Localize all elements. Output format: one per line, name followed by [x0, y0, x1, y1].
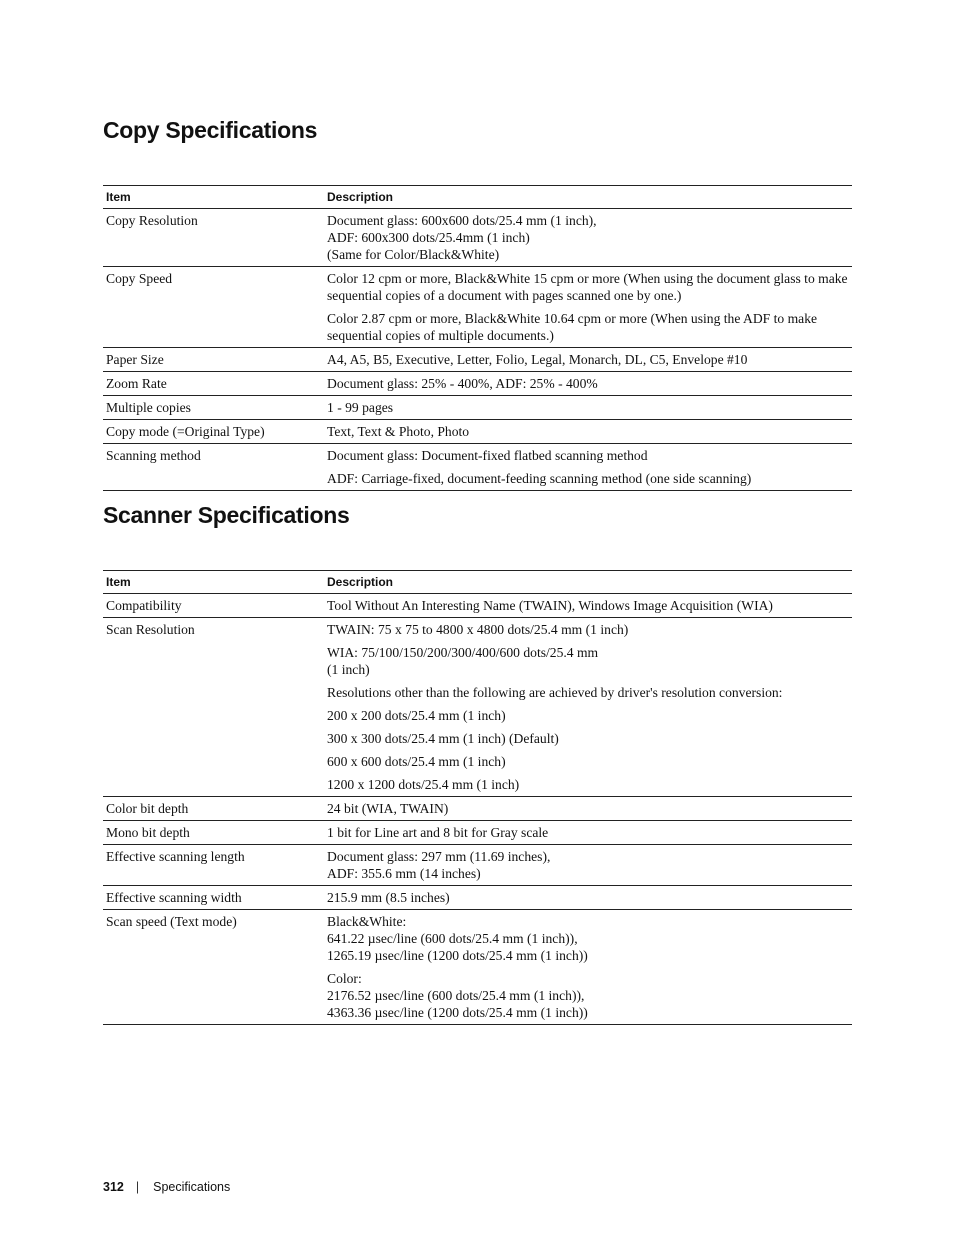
table-row — [103, 797, 852, 821]
description-column-header: Description — [324, 186, 852, 209]
description-paragraph: Document glass: 297 mm (11.69 inches), ADF: 355.6 mm (14 inches) — [327, 849, 551, 881]
table-row — [103, 420, 852, 444]
row-item-label: Zoom Rate — [103, 372, 324, 396]
scanner-table-body — [103, 594, 852, 1025]
description-paragraph: 1 bit for Line art and 8 bit for Gray scale — [327, 825, 549, 840]
description-paragraph: 215.9 mm (8.5 inches) — [327, 890, 450, 905]
row-item-label: Effective scanning width — [103, 886, 324, 910]
table-row — [103, 444, 852, 491]
description-paragraph: 24 bit (WIA, TWAIN) — [327, 801, 449, 816]
description-paragraph: WIA: 75/100/150/200/300/400/600 dots/25.4 mm (1 inch) — [327, 645, 599, 677]
footer-section-name: Specifications — [153, 1180, 231, 1194]
row-item-label: Effective scanning length — [103, 845, 324, 886]
table-header-row — [103, 571, 852, 594]
copy-table-body — [103, 209, 852, 491]
row-item-label: Multiple copies — [103, 396, 324, 420]
row-item-label: Scanning method — [103, 444, 324, 491]
description-paragraph: Document glass: 600x600 dots/25.4 mm (1 inch), ADF: 600x300 dots/25.4mm (1 inch) (Same for Color/Black&White) — [327, 213, 597, 262]
table-row — [103, 372, 852, 396]
table-row — [103, 209, 852, 267]
description-column-header: Description — [324, 571, 852, 594]
row-description — [324, 267, 852, 348]
row-description — [324, 594, 852, 618]
description-paragraph: Color 12 cpm or more, Black&White 15 cpm or more (When using the document glass to make sequential copies of a document with pages scanned one by one.) — [327, 271, 848, 303]
table-row — [103, 845, 852, 886]
row-item-label: Copy mode (=Original Type) — [103, 420, 324, 444]
table-row — [103, 594, 852, 618]
table-row — [103, 267, 852, 348]
row-description — [324, 396, 852, 420]
description-paragraph: A4, A5, B5, Executive, Letter, Folio, Legal, Monarch, DL, C5, Envelope #10 — [327, 352, 748, 367]
description-paragraph: Color: 2176.52 µsec/line (600 dots/25.4 mm (1 inch)), 4363.36 µsec/line (1200 dots/25.4 mm (1 inch)) — [327, 971, 588, 1020]
row-description — [324, 797, 852, 821]
row-description — [324, 886, 852, 910]
description-paragraph: Tool Without An Interesting Name (TWAIN), Windows Image Acquisition (WIA) — [327, 598, 773, 613]
description-paragraph: Resolutions other than the following are achieved by driver's resolution conversion: — [327, 685, 783, 700]
row-description — [324, 910, 852, 1025]
item-column-header: Item — [103, 186, 324, 209]
page-number: 312 — [103, 1180, 124, 1194]
table-row — [103, 396, 852, 420]
copy-section-title: Copy Specifications — [103, 117, 318, 143]
description-paragraph: Black&White: 641.22 µsec/line (600 dots/25.4 mm (1 inch)), 1265.19 µsec/line (1200 dots/25.4 mm (1 inch)) — [327, 914, 588, 963]
row-item-label: Color bit depth — [103, 797, 324, 821]
footer-separator: | — [135, 1180, 140, 1194]
row-description — [324, 845, 852, 886]
row-description — [324, 372, 852, 396]
table-row — [103, 910, 852, 1025]
row-description — [324, 209, 852, 267]
description-paragraph: 1200 x 1200 dots/25.4 mm (1 inch) — [327, 777, 520, 792]
description-paragraph: Document glass: 25% - 400%, ADF: 25% - 400% — [327, 376, 598, 391]
description-paragraph: Color 2.87 cpm or more, Black&White 10.64 cpm or more (When using the ADF to make sequential copies of multiple documents.) — [327, 311, 818, 343]
description-paragraph: 300 x 300 dots/25.4 mm (1 inch) (Default) — [327, 731, 559, 746]
row-item-label: Mono bit depth — [103, 821, 324, 845]
row-item-label: Scan speed (Text mode) — [103, 910, 324, 1025]
row-item-label: Copy Speed — [103, 267, 324, 348]
scanner-section-title: Scanner Specifications — [103, 502, 350, 528]
description-paragraph: 1 - 99 pages — [327, 400, 394, 415]
description-paragraph: TWAIN: 75 x 75 to 4800 x 4800 dots/25.4 mm (1 inch) — [327, 622, 629, 637]
copy-spec-table — [103, 185, 852, 491]
row-item-label: Compatibility — [103, 594, 324, 618]
row-description — [324, 420, 852, 444]
table-row — [103, 886, 852, 910]
description-paragraph: Document glass: Document-fixed flatbed scanning method — [327, 448, 648, 463]
table-header-row — [103, 186, 852, 209]
description-paragraph: 600 x 600 dots/25.4 mm (1 inch) — [327, 754, 506, 769]
row-item-label: Paper Size — [103, 348, 324, 372]
table-row — [103, 618, 852, 797]
row-description — [324, 618, 852, 797]
row-description — [324, 348, 852, 372]
row-item-label: Scan Resolution — [103, 618, 324, 797]
description-paragraph: 200 x 200 dots/25.4 mm (1 inch) — [327, 708, 506, 723]
scanner-spec-table — [103, 570, 852, 1025]
row-description — [324, 444, 852, 491]
table-row — [103, 348, 852, 372]
row-description — [324, 821, 852, 845]
item-column-header: Item — [103, 571, 324, 594]
page-footer — [103, 1180, 230, 1194]
row-item-label: Copy Resolution — [103, 209, 324, 267]
description-paragraph: Text, Text & Photo, Photo — [327, 424, 470, 439]
table-row — [103, 821, 852, 845]
description-paragraph: ADF: Carriage-fixed, document-feeding scanning method (one side scanning) — [327, 471, 752, 486]
